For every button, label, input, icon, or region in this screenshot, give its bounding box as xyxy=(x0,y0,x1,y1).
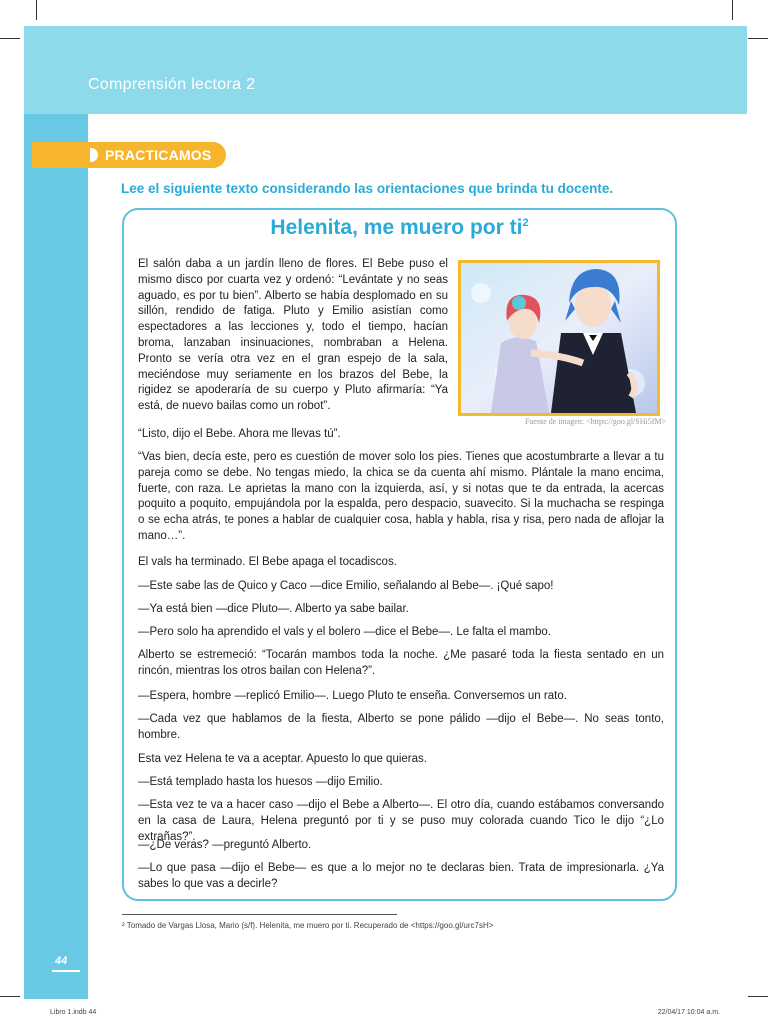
story-paragraph: —Esta vez te va a hacer caso —dijo el Bebe a Alberto—. El otro día, cuando estábamos conversando en la casa de Laura, Helena preguntó por ti y se puso muy colorada cuando Tico le dijo “¿Lo extrañas?”. xyxy=(138,799,664,843)
dancing-couple-illustration xyxy=(458,260,660,416)
story-paragraph: —Pero solo ha aprendido el vals y el bolero —dice el Bebe—. Le falta el mambo. xyxy=(138,626,551,638)
story-paragraph: —Este sabe las de Quico y Caco —dice Emilio, señalando al Bebe—. ¡Qué sapo! xyxy=(138,580,554,592)
side-bar xyxy=(24,114,88,999)
story-paragraph: Alberto se estremeció: “Tocarán mambos toda la noche. ¿Me pasaré toda la fiesta sentado en un rincón, mientras los otros bailan con Helena?”. xyxy=(138,649,664,677)
story-paragraph: —Espera, hombre —replicó Emilio—. Luego Pluto te enseña. Conversemos un rato. xyxy=(138,690,567,702)
footnote-ref: 2 xyxy=(522,217,529,229)
story-paragraph: —¿De veras? —preguntó Alberto. xyxy=(138,839,312,851)
story-paragraph: “Vas bien, decía este, pero es cuestión de mover solo los pies. Tienes que acostumbrarte a llevar a tu pareja como se debe. No tengas miedo, la chica se da cuenta ahí mismo. Plántale la mano encima, fuerte, con raza. Le aprietas la mano con la izquierda, así, y si notas que te da entrada, la acercas poquito a poquito, empujándola por la espalda, pero despacio, suavecito. Si la muchacha se respinga o se echa atrás, te pones a hablar de cualquier cosa, habla y habla, risa y risa, pero nada de aflojar la mano…”. xyxy=(138,451,664,542)
story-title-text: Helenita, me muero por ti xyxy=(270,216,523,239)
slug-right: 22/04/17 10:04 a.m. xyxy=(657,1009,720,1016)
crop-mark xyxy=(0,996,20,997)
story-paragraph: El salón daba a un jardín lleno de flores. El Bebe puso el mismo disco por cuarta vez y ordenó: “Levántate y no seas aguado, es por tu bien”. Alberto se había desplomado en su sillón, rendido de fatiga. Pluto y Emilio asistían como espectadores a las lecciones y, todo el tiempo, hacían broma, lanzaban insinuaciones, nombraban a Helena. Pronto se vería otra vez en el gran espejo de la sala, meciéndose muy seriamente en los brazos del Bebe, la rigidez se apoderaría de su cuerpo y Pluto afirmaría: “Ya está, de nuevo bailas como un robot”. xyxy=(138,258,448,413)
story-title xyxy=(122,216,677,240)
crop-mark xyxy=(0,38,20,39)
slug-left: Libro 1.indb 44 xyxy=(50,1009,97,1016)
story-paragraph: “Listo, dijo el Bebe. Ahora me llevas tú”. xyxy=(138,428,341,440)
footnote-divider xyxy=(122,914,397,915)
section-tag-label: PRACTICAMOS xyxy=(105,147,212,163)
image-caption: Fuente de imagen: <https://goo.gl/SHi5fM> xyxy=(524,417,666,426)
header-band xyxy=(24,26,747,114)
section-title: Comprensión lectora 2 xyxy=(88,76,256,93)
crop-mark xyxy=(36,0,37,20)
crop-mark xyxy=(748,38,768,39)
page-number-underline xyxy=(52,970,80,972)
story-paragraph: Esta vez Helena te va a aceptar. Apuesto lo que quieras. xyxy=(138,753,427,765)
instruction-text: Lee el siguiente texto considerando las orientaciones que brinda tu docente. xyxy=(121,181,614,196)
story-paragraph: —Ya está bien —dice Pluto—. Alberto ya sabe bailar. xyxy=(138,603,409,615)
story-paragraph: —Está templado hasta los huesos —dijo Emilio. xyxy=(138,776,383,788)
crop-mark xyxy=(748,996,768,997)
page-number: 44 xyxy=(55,955,68,967)
footnote: ² Tomado de Vargas Llosa, Mario (s/f). Helenita, me muero por ti. Recuperado de <https://goo.gl/urc7sH> xyxy=(122,921,494,930)
story-paragraph: —Cada vez que hablamos de la fiesta, Alberto se pone pálido —dijo el Bebe—. No seas tonto, hombre. xyxy=(138,713,664,741)
story-paragraph: —Lo que pasa —dijo el Bebe— es que a lo mejor no te declaras bien. Trata de impresionarla. ¿Ya sabes lo que vas a decirle? xyxy=(138,862,664,890)
crop-mark xyxy=(732,0,733,20)
story-paragraph: El vals ha terminado. El Bebe apaga el tocadiscos. xyxy=(138,556,397,568)
